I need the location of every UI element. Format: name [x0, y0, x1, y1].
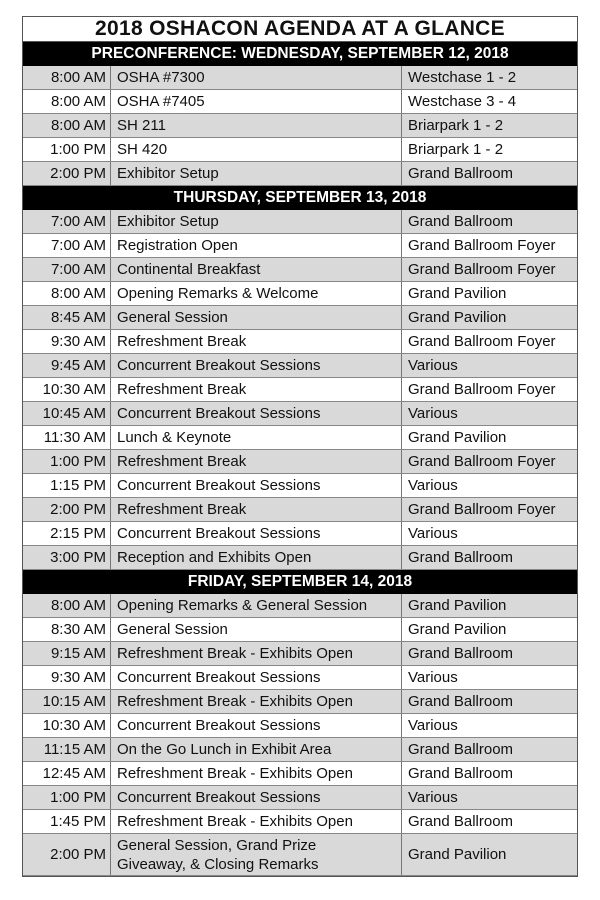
event-cell: Refreshment Break: [111, 450, 402, 473]
time-cell: 8:00 AM: [23, 114, 111, 137]
page-title: 2018 OSHACON AGENDA AT A GLANCE: [23, 17, 577, 42]
time-cell: 1:15 PM: [23, 474, 111, 497]
event-cell: Reception and Exhibits Open: [111, 546, 402, 569]
agenda-days: [23, 42, 577, 876]
event-cell: Concurrent Breakout Sessions: [111, 354, 402, 377]
time-cell: 7:00 AM: [23, 234, 111, 257]
table-row: [23, 714, 577, 738]
time-cell: 9:15 AM: [23, 642, 111, 665]
location-cell: Grand Ballroom Foyer: [408, 237, 556, 254]
time-cell: 11:30 AM: [23, 426, 111, 449]
time-cell: 1:00 PM: [23, 450, 111, 473]
event-cell: On the Go Lunch in Exhibit Area: [111, 738, 402, 761]
time-cell: 10:15 AM: [23, 690, 111, 713]
location-cell: Various: [408, 669, 458, 686]
event-cell: Concurrent Breakout Sessions: [111, 786, 402, 809]
event-cell: SH 211: [111, 114, 402, 137]
location-cell: Briarpark 1 - 2: [408, 141, 504, 158]
location-cell: Grand Ballroom: [408, 741, 514, 758]
table-row: [23, 450, 577, 474]
time-cell: 8:00 AM: [23, 90, 111, 113]
event-cell: Concurrent Breakout Sessions: [111, 402, 402, 425]
event-cell: [111, 834, 402, 875]
table-row: [23, 90, 577, 114]
location-cell: Grand Pavilion: [408, 429, 507, 446]
time-cell: 7:00 AM: [23, 210, 111, 233]
event-cell: Concurrent Breakout Sessions: [111, 474, 402, 497]
event-cell: OSHA #7405: [111, 90, 402, 113]
event-cell: Exhibitor Setup: [111, 210, 402, 233]
time-cell: 1:00 PM: [23, 138, 111, 161]
location-cell: Various: [408, 525, 458, 542]
time-cell: 2:00 PM: [23, 834, 111, 875]
time-cell: 10:45 AM: [23, 402, 111, 425]
table-row: [23, 498, 577, 522]
time-cell: 11:15 AM: [23, 738, 111, 761]
table-row: [23, 474, 577, 498]
location-cell: Grand Ballroom: [408, 549, 514, 566]
table-row: [23, 690, 577, 714]
location-cell: Various: [408, 477, 458, 494]
table-row: [23, 642, 577, 666]
time-cell: 8:00 AM: [23, 282, 111, 305]
day-heading: FRIDAY, SEPTEMBER 14, 2018: [23, 570, 577, 594]
time-cell: 8:00 AM: [23, 594, 111, 617]
table-row: [23, 138, 577, 162]
time-cell: 2:00 PM: [23, 498, 111, 521]
location-cell: Various: [408, 717, 458, 734]
location-cell: Grand Pavilion: [408, 285, 507, 302]
event-cell: SH 420: [111, 138, 402, 161]
location-cell: Grand Pavilion: [408, 597, 507, 614]
location-cell: Grand Ballroom: [408, 693, 514, 710]
location-cell: Grand Ballroom: [408, 765, 514, 782]
event-cell: Concurrent Breakout Sessions: [111, 666, 402, 689]
table-row: [23, 378, 577, 402]
location-cell: Grand Pavilion: [408, 846, 507, 863]
time-cell: 8:00 AM: [23, 66, 111, 89]
event-cell: Refreshment Break: [111, 498, 402, 521]
time-cell: 9:30 AM: [23, 330, 111, 353]
event-cell: Lunch & Keynote: [111, 426, 402, 449]
time-cell: 10:30 AM: [23, 714, 111, 737]
table-row: [23, 594, 577, 618]
event-cell: OSHA #7300: [111, 66, 402, 89]
table-row: [23, 210, 577, 234]
time-cell: 12:45 AM: [23, 762, 111, 785]
time-cell: 2:00 PM: [23, 162, 111, 185]
day-heading: PRECONFERENCE: WEDNESDAY, SEPTEMBER 12, 2018: [23, 42, 577, 66]
event-cell: Refreshment Break - Exhibits Open: [111, 690, 402, 713]
location-cell: Westchase 1 - 2: [408, 69, 517, 86]
table-row: [23, 330, 577, 354]
time-cell: 10:30 AM: [23, 378, 111, 401]
table-row: [23, 834, 577, 876]
location-cell: Various: [408, 789, 458, 806]
time-cell: 9:45 AM: [23, 354, 111, 377]
event-cell: Refreshment Break: [111, 330, 402, 353]
location-cell: Grand Ballroom Foyer: [408, 261, 556, 278]
time-cell: 8:30 AM: [23, 618, 111, 641]
event-cell: Registration Open: [111, 234, 402, 257]
location-cell: Grand Ballroom: [408, 813, 514, 830]
table-row: [23, 258, 577, 282]
table-row: [23, 618, 577, 642]
location-cell: Grand Ballroom Foyer: [408, 333, 556, 350]
table-row: [23, 234, 577, 258]
table-row: [23, 666, 577, 690]
table-row: [23, 114, 577, 138]
table-row: [23, 66, 577, 90]
event-cell: Opening Remarks & Welcome: [111, 282, 402, 305]
time-cell: 1:00 PM: [23, 786, 111, 809]
location-cell: Westchase 3 - 4: [408, 93, 517, 110]
time-cell: 2:15 PM: [23, 522, 111, 545]
table-row: [23, 306, 577, 330]
event-cell: Concurrent Breakout Sessions: [111, 522, 402, 545]
day-heading: THURSDAY, SEPTEMBER 13, 2018: [23, 186, 577, 210]
event-cell: Exhibitor Setup: [111, 162, 402, 185]
location-cell: Grand Ballroom Foyer: [408, 381, 556, 398]
time-cell: 9:30 AM: [23, 666, 111, 689]
event-line: Giveaway, & Closing Remarks: [117, 855, 319, 873]
table-row: [23, 762, 577, 786]
event-line: General Session, Grand Prize: [117, 836, 317, 854]
time-cell: 8:45 AM: [23, 306, 111, 329]
table-row: [23, 786, 577, 810]
table-row: [23, 162, 577, 186]
event-cell: General Session: [111, 306, 402, 329]
event-cell: Continental Breakfast: [111, 258, 402, 281]
table-row: [23, 738, 577, 762]
table-row: [23, 522, 577, 546]
time-cell: 1:45 PM: [23, 810, 111, 833]
table-row: [23, 546, 577, 570]
event-cell: Refreshment Break - Exhibits Open: [111, 762, 402, 785]
location-cell: Grand Pavilion: [408, 621, 507, 638]
event-cell: Refreshment Break: [111, 378, 402, 401]
table-row: [23, 810, 577, 834]
time-cell: 7:00 AM: [23, 258, 111, 281]
time-cell: 3:00 PM: [23, 546, 111, 569]
location-cell: Grand Ballroom Foyer: [408, 453, 556, 470]
event-cell: Refreshment Break - Exhibits Open: [111, 810, 402, 833]
event-cell: General Session: [111, 618, 402, 641]
table-row: [23, 354, 577, 378]
table-row: [23, 426, 577, 450]
table-row: [23, 402, 577, 426]
location-cell: Grand Ballroom: [408, 645, 514, 662]
event-cell: Concurrent Breakout Sessions: [111, 714, 402, 737]
table-row: [23, 282, 577, 306]
location-cell: Grand Ballroom: [408, 213, 514, 230]
location-cell: Various: [408, 405, 458, 422]
location-cell: Briarpark 1 - 2: [408, 117, 504, 134]
location-cell: Grand Ballroom Foyer: [408, 501, 556, 518]
location-cell: Grand Ballroom: [408, 165, 514, 182]
event-cell: Refreshment Break - Exhibits Open: [111, 642, 402, 665]
event-cell: Opening Remarks & General Session: [111, 594, 402, 617]
location-cell: Grand Pavilion: [408, 309, 507, 326]
agenda-table: [22, 16, 578, 877]
location-cell: Various: [408, 357, 458, 374]
